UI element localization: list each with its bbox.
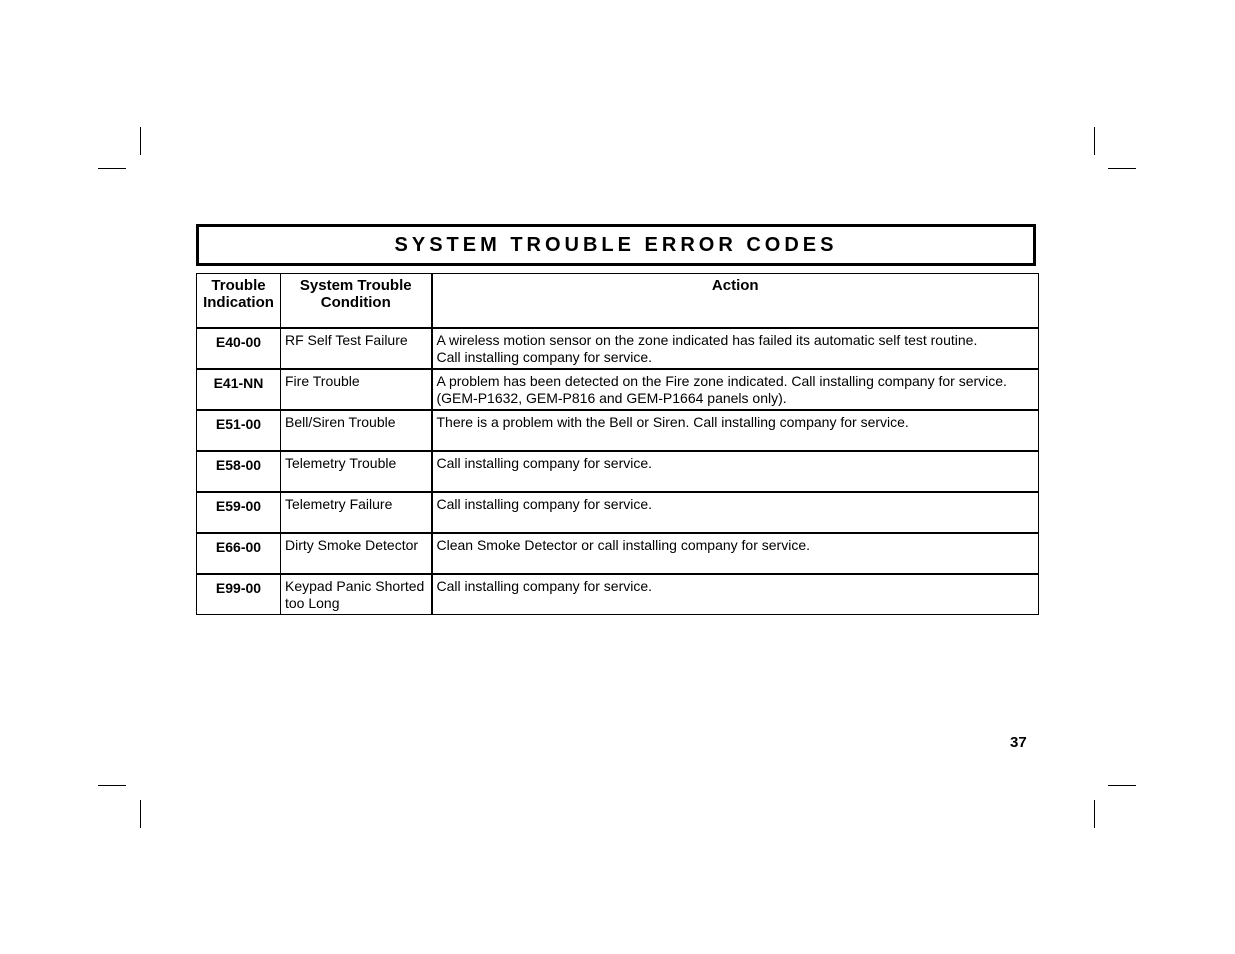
trouble-condition: [281, 574, 432, 615]
trouble-action: [432, 369, 1039, 410]
crop-mark-top-right-horizontal: [1108, 168, 1136, 169]
trouble-code: E41-NN: [197, 369, 281, 410]
condition-line: Telemetry Trouble: [285, 454, 397, 471]
crop-mark-top-right-vertical: [1094, 127, 1095, 155]
table-row: [197, 369, 1039, 410]
trouble-action: [432, 574, 1039, 615]
trouble-action: [432, 533, 1039, 574]
trouble-condition: [281, 328, 432, 369]
trouble-condition: [281, 533, 432, 574]
crop-mark-bottom-right-vertical: [1094, 800, 1095, 828]
trouble-action: [432, 451, 1039, 492]
action-line: Call installing company for service.: [436, 348, 653, 365]
table-row: [197, 451, 1039, 492]
trouble-code: E51-00: [197, 410, 281, 451]
condition-line: Dirty Smoke Detector: [285, 536, 419, 553]
crop-mark-bottom-right-horizontal: [1108, 785, 1136, 786]
condition-line: RF Self Test Failure: [285, 331, 408, 348]
action-line: Call installing company for service.: [436, 495, 653, 512]
action-line: Call installing company for service.: [436, 577, 653, 594]
page-number: 37: [1010, 734, 1027, 751]
crop-mark-top-left-vertical: [140, 127, 141, 155]
trouble-condition: [281, 451, 432, 492]
trouble-condition: [281, 492, 432, 533]
title-box: [196, 224, 1036, 266]
action-line: (GEM-P1632, GEM-P816 and GEM-P1664 panels only).: [436, 389, 787, 406]
action-line: Call installing company for service.: [436, 454, 653, 471]
condition-line: too Long: [285, 594, 340, 611]
trouble-action: [432, 410, 1039, 451]
trouble-code: E58-00: [197, 451, 281, 492]
table-row: [197, 328, 1039, 369]
crop-mark-bottom-left-vertical: [140, 800, 141, 828]
trouble-action: [432, 328, 1039, 369]
trouble-code: E59-00: [197, 492, 281, 533]
error-codes-table: [196, 273, 1039, 615]
table-row: [197, 492, 1039, 533]
condition-line: Keypad Panic Shorted: [285, 577, 425, 594]
action-line: A problem has been detected on the Fire zone indicated. Call installing company for service.: [436, 372, 1007, 389]
trouble-code: E66-00: [197, 533, 281, 574]
crop-mark-top-left-horizontal: [98, 168, 126, 169]
trouble-code: E40-00: [197, 328, 281, 369]
condition-line: Fire Trouble: [285, 372, 360, 389]
trouble-condition: [281, 410, 432, 451]
trouble-condition: [281, 369, 432, 410]
trouble-action: [432, 492, 1039, 533]
action-line: There is a problem with the Bell or Siren. Call installing company for service.: [436, 413, 909, 430]
header-action: Action: [432, 274, 1039, 328]
header-trouble-indication: Trouble Indication: [197, 274, 281, 328]
crop-mark-bottom-left-horizontal: [98, 785, 126, 786]
condition-line: Bell/Siren Trouble: [285, 413, 396, 430]
trouble-code: E99-00: [197, 574, 281, 615]
page-title: SYSTEM TROUBLE ERROR CODES: [394, 233, 838, 256]
header-system-trouble-condition: System Trouble Condition: [281, 274, 432, 328]
table-row: [197, 574, 1039, 615]
table-row: [197, 533, 1039, 574]
action-line: A wireless motion sensor on the zone indicated has failed its automatic self test routine.: [436, 331, 978, 348]
table-row: [197, 410, 1039, 451]
table-header-row: [197, 274, 1039, 328]
action-line: Clean Smoke Detector or call installing company for service.: [436, 536, 810, 553]
condition-line: Telemetry Failure: [285, 495, 393, 512]
